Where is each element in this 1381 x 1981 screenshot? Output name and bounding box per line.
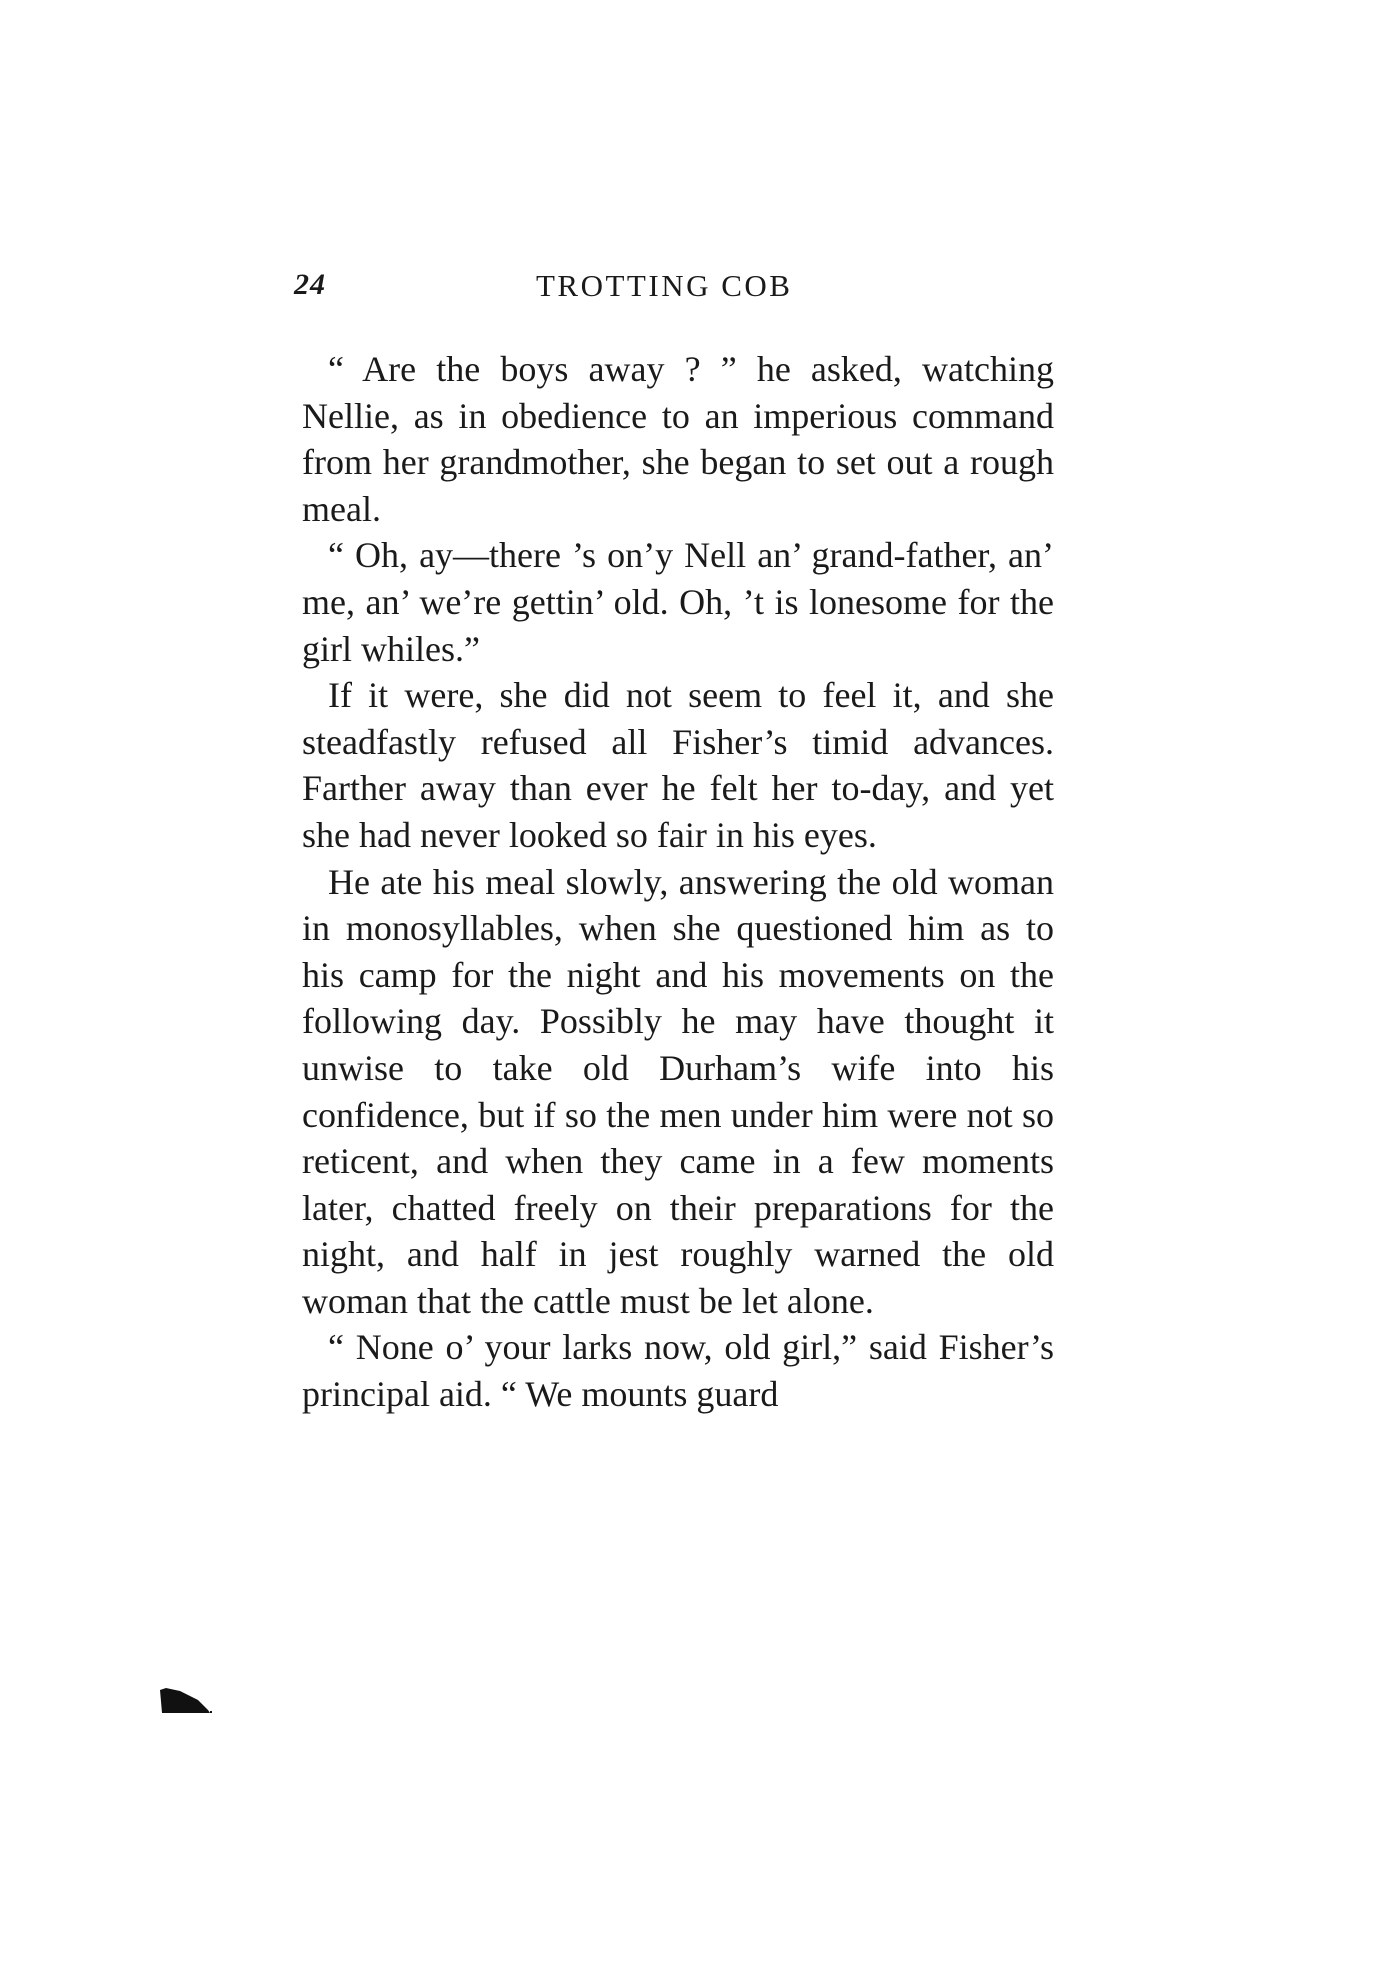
paragraph-5: “ None o’ your larks now, old girl,” said Fisher’s principal aid. “ We mounts guard xyxy=(302,1327,1054,1415)
page-number: 24 xyxy=(294,268,326,301)
body-text xyxy=(302,346,1054,1418)
paragraph-4: He ate his meal slowly, answering the old woman in monosyllables, when she questioned him as to his camp for the night and his movements on the following day. Possibly he may have thought it unwise to take old Durham’s wife into his confidence, but if so the men under him were not so reticent, and when they came in a few moments later, chatted freely on their preparations for the night, and half in jest roughly warned the old woman that the cattle must be let alone. xyxy=(302,861,1054,1321)
paragraph-1: “ Are the boys away ? ” he asked, watching Nellie, as in obedience to an imperious command from her grandmother, she began to set out a rough meal. xyxy=(302,349,1054,529)
paragraph-3: If it were, she did not seem to feel it, and she steadfastly refused all Fisher’s timid advances. Farther away than ever he felt her to-day, and yet she had never looked so fair in his eyes. xyxy=(302,675,1054,855)
page-header xyxy=(294,268,1054,318)
running-title: TROTTING COB xyxy=(536,268,793,303)
bookmark-mark-icon xyxy=(160,1688,212,1714)
paragraph-2: “ Oh, ay—there ’s on’y Nell an’ grand-father, an’ me, an’ we’re gettin’ old. Oh, ’t is lonesome for the girl whiles.” xyxy=(302,535,1054,669)
